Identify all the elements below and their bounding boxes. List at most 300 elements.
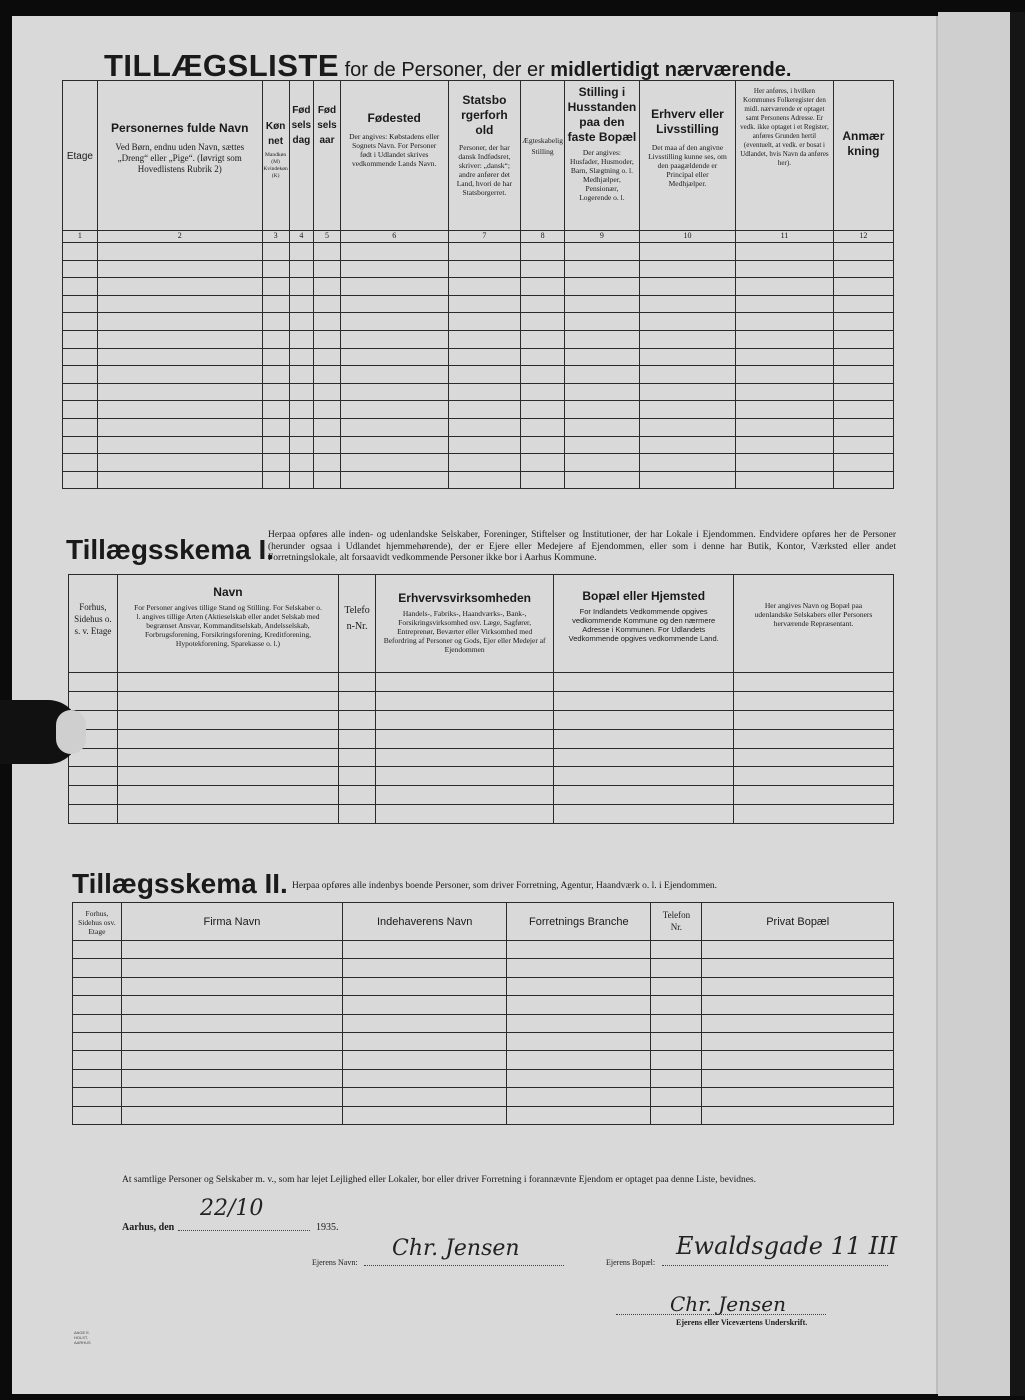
empty-cell [734, 786, 894, 805]
main-table [62, 80, 894, 489]
empty-cell [375, 767, 553, 786]
empty-cell [340, 278, 448, 296]
empty-cell [521, 383, 565, 401]
empty-cell [639, 330, 735, 348]
empty-cell [262, 401, 289, 419]
empty-cell [507, 1069, 651, 1087]
scan-border [1010, 12, 1025, 1396]
empty-cell [121, 1032, 342, 1050]
empty-cell [833, 295, 893, 313]
empty-cell [554, 673, 734, 692]
table-row [69, 805, 894, 824]
empty-cell [121, 977, 342, 995]
empty-cell [262, 418, 289, 436]
attestation-text: At samtlige Personer og Selskaber m. v., som har lejet Lejlighed eller Lokaler, bor eller driver Forretning i forannævnte Ejendom er optaget paa denne Liste, bevidnes. [122, 1175, 756, 1185]
place-label: Aarhus, den [122, 1222, 175, 1233]
empty-cell [448, 278, 521, 296]
empty-cell [507, 977, 651, 995]
empty-cell [289, 418, 314, 436]
empty-cell [63, 454, 98, 472]
empty-cell [448, 295, 521, 313]
empty-cell [289, 313, 314, 331]
empty-cell [340, 348, 448, 366]
empty-cell [639, 278, 735, 296]
empty-cell [564, 348, 639, 366]
s2-col-phone: Telefon Nr. [651, 903, 702, 941]
empty-cell [833, 243, 893, 261]
colnum: 5 [314, 231, 341, 243]
next-page-edge [938, 12, 1010, 1396]
empty-cell [69, 805, 118, 824]
s2-col-etage: Forhus, Sidehus osv. Etage [73, 903, 122, 941]
handwritten-owner-address: Ewaldsgade 11 III [676, 1232, 898, 1260]
empty-cell [702, 941, 894, 959]
empty-cell [507, 1032, 651, 1050]
thumbnail [56, 710, 86, 754]
empty-cell [448, 418, 521, 436]
empty-cell [521, 454, 565, 472]
col-marital: Ægteskabelig Stilling [521, 81, 565, 231]
empty-cell [375, 691, 553, 710]
empty-cell [314, 260, 341, 278]
empty-cell [448, 401, 521, 419]
empty-cell [375, 710, 553, 729]
empty-cell [262, 366, 289, 384]
empty-cell [340, 454, 448, 472]
empty-cell [343, 1069, 507, 1087]
main-title [104, 48, 791, 84]
s1-col-name: Navn For Personer angives tillige Stand og Stilling. For Selskaber o. l. angives tillige Arten (Aktieselskab eller andet Selskab med begrænset Ansvar, Kommanditselskab, Andelsselskab, Forbrugsforening, Forsikringsforening, Kreditforening, Hypotekforening, Sparekasse o. l.) [117, 575, 338, 673]
colnum: 7 [448, 231, 521, 243]
empty-cell [639, 454, 735, 472]
empty-cell [554, 748, 734, 767]
empty-cell [340, 260, 448, 278]
empty-cell [289, 454, 314, 472]
owner-address-label: Ejerens Bopæl: [606, 1258, 656, 1267]
empty-cell [833, 454, 893, 472]
empty-cell [121, 1051, 342, 1069]
table-row [69, 673, 894, 692]
col-remarks: Anmærkning [833, 81, 893, 231]
colnum: 4 [289, 231, 314, 243]
skema2-description: Herpaa opføres alle indenbys boende Personer, som driver Forretning, Agentur, Haandværk o. l. i Ejendommen. [292, 881, 718, 891]
col-etage: Etage [63, 81, 98, 231]
empty-cell [69, 673, 118, 692]
empty-cell [262, 471, 289, 489]
empty-cell [564, 436, 639, 454]
empty-cell [651, 996, 702, 1014]
empty-cell [736, 383, 834, 401]
table-row [73, 977, 894, 995]
col-birthday: Fødselsdag [289, 81, 314, 231]
s2-col-private: Privat Bopæl [702, 903, 894, 941]
empty-cell [117, 673, 338, 692]
empty-cell [314, 418, 341, 436]
empty-cell [339, 691, 376, 710]
table-row [63, 278, 894, 296]
owner-name-line [364, 1265, 564, 1266]
empty-cell [554, 786, 734, 805]
year: 1935. [316, 1222, 339, 1233]
table-row [63, 471, 894, 489]
empty-cell [833, 330, 893, 348]
empty-cell [69, 767, 118, 786]
title-middle: for de Personer, der er [344, 59, 545, 81]
empty-cell [651, 941, 702, 959]
empty-cell [564, 260, 639, 278]
empty-cell [564, 418, 639, 436]
signature-line [616, 1314, 826, 1315]
title-end: midlertidigt nærværende. [550, 59, 792, 81]
col-address: Her anføres, i hvilken Kommunes Folkeregister den midl. nærværende er optaget samt Personens Adresse. Er vedk. ikke optaget i et Register, anføres Grunden hertil (eventuelt, at vedk. er bosat i Udlandet, hvis Navn da anføres her). [736, 81, 834, 231]
empty-cell [63, 348, 98, 366]
empty-cell [564, 330, 639, 348]
empty-cell [117, 805, 338, 824]
empty-cell [375, 748, 553, 767]
empty-cell [554, 691, 734, 710]
empty-cell [702, 1069, 894, 1087]
empty-cell [97, 383, 262, 401]
empty-cell [343, 1051, 507, 1069]
empty-cell [63, 243, 98, 261]
signature-label: Ejerens eller Viceværtens Underskrift. [676, 1318, 808, 1327]
empty-cell [507, 941, 651, 959]
skema1-title: Tillægsskema I. [66, 534, 275, 565]
table-row [69, 786, 894, 805]
col-kon: Kønnet Mandkøn (M) Kvindekøn (K) [262, 81, 289, 231]
empty-cell [734, 729, 894, 748]
empty-cell [734, 767, 894, 786]
empty-cell [262, 278, 289, 296]
empty-cell [73, 1032, 122, 1050]
empty-cell [521, 260, 565, 278]
empty-cell [343, 1088, 507, 1106]
empty-cell [734, 805, 894, 824]
empty-cell [117, 710, 338, 729]
empty-cell [289, 383, 314, 401]
empty-cell [73, 977, 122, 995]
empty-cell [289, 366, 314, 384]
main-entry-rows [63, 243, 894, 489]
empty-cell [117, 767, 338, 786]
col-citizenship: Statsborgerforhold Personer, der har dansk Indfødsret, skriver: „dansk“; andre anfører det Land, hvori de har Statsborgerret. [448, 81, 521, 231]
empty-cell [736, 260, 834, 278]
empty-cell [63, 278, 98, 296]
table-row [73, 1106, 894, 1124]
s1-col-phone: Telefon-Nr. [339, 575, 376, 673]
table-row [69, 691, 894, 710]
colnum: 3 [262, 231, 289, 243]
empty-cell [340, 366, 448, 384]
empty-cell [639, 471, 735, 489]
empty-cell [73, 941, 122, 959]
empty-cell [289, 243, 314, 261]
table-row [63, 295, 894, 313]
empty-cell [375, 729, 553, 748]
empty-cell [521, 418, 565, 436]
empty-cell [507, 1088, 651, 1106]
empty-cell [521, 348, 565, 366]
empty-cell [554, 729, 734, 748]
empty-cell [262, 436, 289, 454]
empty-cell [833, 278, 893, 296]
empty-cell [121, 1106, 342, 1124]
empty-cell [639, 260, 735, 278]
empty-cell [97, 418, 262, 436]
empty-cell [564, 401, 639, 419]
empty-cell [63, 260, 98, 278]
empty-cell [736, 278, 834, 296]
empty-cell [521, 243, 565, 261]
empty-cell [651, 959, 702, 977]
empty-cell [97, 401, 262, 419]
empty-cell [340, 471, 448, 489]
empty-cell [314, 313, 341, 331]
empty-cell [117, 786, 338, 805]
empty-cell [289, 436, 314, 454]
empty-cell [702, 1088, 894, 1106]
empty-cell [639, 366, 735, 384]
empty-cell [117, 748, 338, 767]
s1-col-representative: Her angives Navn og Bopæl paa udenlandske Selskabers eller Personers herværende Repræsentant. [734, 575, 894, 673]
empty-cell [314, 366, 341, 384]
empty-cell [289, 278, 314, 296]
empty-cell [736, 418, 834, 436]
title-bold: TILLÆGSLISTE [104, 48, 340, 83]
empty-cell [63, 471, 98, 489]
empty-cell [63, 383, 98, 401]
empty-cell [736, 313, 834, 331]
empty-cell [73, 1051, 122, 1069]
empty-cell [736, 401, 834, 419]
empty-cell [63, 366, 98, 384]
table-row [73, 959, 894, 977]
col-name: Personernes fulde Navn Ved Børn, endnu uden Navn, sættes „Dreng“ eller „Pige“. (Iøvrigt som Hovedlistens Rubrik 2) [97, 81, 262, 231]
empty-cell [314, 401, 341, 419]
empty-cell [121, 959, 342, 977]
empty-cell [564, 278, 639, 296]
table-row [69, 729, 894, 748]
empty-cell [507, 1051, 651, 1069]
empty-cell [343, 1106, 507, 1124]
empty-cell [289, 348, 314, 366]
empty-cell [639, 295, 735, 313]
empty-cell [314, 278, 341, 296]
empty-cell [833, 401, 893, 419]
empty-cell [97, 454, 262, 472]
empty-cell [97, 436, 262, 454]
empty-cell [702, 1014, 894, 1032]
empty-cell [262, 313, 289, 331]
empty-cell [702, 1032, 894, 1050]
empty-cell [339, 748, 376, 767]
empty-cell [736, 454, 834, 472]
table-row [69, 710, 894, 729]
empty-cell [314, 295, 341, 313]
empty-cell [343, 977, 507, 995]
table-row [63, 436, 894, 454]
handwritten-signature: Chr. Jensen [670, 1292, 786, 1316]
empty-cell [564, 471, 639, 489]
col-household: Stilling i Husstanden paa den faste Bopæl Der angives: Husfader, Husmoder, Barn, Slægtning o. l. Medhjælper, Pensionær, Logerende o. l. [564, 81, 639, 231]
empty-cell [343, 959, 507, 977]
empty-cell [63, 418, 98, 436]
empty-cell [97, 243, 262, 261]
empty-cell [375, 805, 553, 824]
empty-cell [448, 348, 521, 366]
empty-cell [314, 471, 341, 489]
empty-cell [262, 348, 289, 366]
empty-cell [448, 383, 521, 401]
empty-cell [639, 313, 735, 331]
empty-cell [833, 260, 893, 278]
table-row [63, 454, 894, 472]
empty-cell [639, 383, 735, 401]
empty-cell [73, 1014, 122, 1032]
empty-cell [339, 710, 376, 729]
empty-cell [340, 295, 448, 313]
empty-cell [343, 1014, 507, 1032]
empty-cell [339, 786, 376, 805]
table-row [69, 767, 894, 786]
empty-cell [97, 313, 262, 331]
empty-cell [448, 471, 521, 489]
empty-cell [262, 383, 289, 401]
table-row [63, 401, 894, 419]
empty-cell [639, 418, 735, 436]
empty-cell [736, 366, 834, 384]
empty-cell [507, 1014, 651, 1032]
empty-cell [340, 330, 448, 348]
owner-name-label: Ejerens Navn: [312, 1258, 358, 1267]
empty-cell [651, 1032, 702, 1050]
empty-cell [554, 710, 734, 729]
empty-cell [702, 1106, 894, 1124]
table-row [73, 941, 894, 959]
empty-cell [69, 786, 118, 805]
empty-cell [314, 454, 341, 472]
empty-cell [702, 959, 894, 977]
table-row [73, 1032, 894, 1050]
table-row [63, 383, 894, 401]
empty-cell [651, 1069, 702, 1087]
empty-cell [651, 1051, 702, 1069]
s2-col-firm: Firma Navn [121, 903, 342, 941]
empty-cell [73, 1106, 122, 1124]
empty-cell [289, 471, 314, 489]
s2-col-branch: Forretnings Branche [507, 903, 651, 941]
skema2-entry-rows [73, 941, 894, 1125]
empty-cell [554, 805, 734, 824]
empty-cell [262, 295, 289, 313]
empty-cell [73, 1069, 122, 1087]
empty-cell [448, 330, 521, 348]
empty-cell [339, 805, 376, 824]
empty-cell [833, 383, 893, 401]
table-row [63, 366, 894, 384]
empty-cell [262, 330, 289, 348]
empty-cell [833, 418, 893, 436]
empty-cell [833, 313, 893, 331]
empty-cell [736, 436, 834, 454]
empty-cell [734, 691, 894, 710]
empty-cell [97, 330, 262, 348]
empty-cell [651, 977, 702, 995]
empty-cell [734, 673, 894, 692]
empty-cell [521, 295, 565, 313]
col-birthplace: Fødested Der angives: Købstadens eller Sognets Navn. For Personer født i Udlandet skrives vedkommende Lands Navn. [340, 81, 448, 231]
empty-cell [340, 243, 448, 261]
empty-cell [262, 454, 289, 472]
empty-cell [702, 996, 894, 1014]
empty-cell [73, 959, 122, 977]
colnum: 10 [639, 231, 735, 243]
empty-cell [736, 330, 834, 348]
handwritten-date: 22/10 [200, 1196, 264, 1221]
empty-cell [702, 977, 894, 995]
empty-cell [97, 260, 262, 278]
empty-cell [564, 313, 639, 331]
table-row [73, 1014, 894, 1032]
empty-cell [262, 243, 289, 261]
empty-cell [63, 436, 98, 454]
empty-cell [833, 366, 893, 384]
col-occupation: Erhverv eller Livsstilling Det maa af den angivne Livsstilling kunne ses, om den paagældende er Principal eller Medhjælper. [639, 81, 735, 231]
empty-cell [639, 348, 735, 366]
empty-cell [289, 295, 314, 313]
empty-cell [340, 313, 448, 331]
empty-cell [121, 1069, 342, 1087]
empty-cell [702, 1051, 894, 1069]
empty-cell [117, 691, 338, 710]
empty-cell [651, 1106, 702, 1124]
empty-cell [639, 243, 735, 261]
empty-cell [521, 401, 565, 419]
skema1-entry-rows [69, 673, 894, 824]
empty-cell [521, 313, 565, 331]
empty-cell [521, 330, 565, 348]
empty-cell [448, 260, 521, 278]
empty-cell [833, 436, 893, 454]
empty-cell [639, 401, 735, 419]
empty-cell [262, 260, 289, 278]
empty-cell [833, 348, 893, 366]
empty-cell [651, 1014, 702, 1032]
empty-cell [507, 959, 651, 977]
empty-cell [375, 673, 553, 692]
date-line [178, 1230, 310, 1231]
empty-cell [736, 471, 834, 489]
empty-cell [521, 436, 565, 454]
empty-cell [97, 348, 262, 366]
empty-cell [448, 243, 521, 261]
table-row [73, 1051, 894, 1069]
empty-cell [507, 996, 651, 1014]
empty-cell [564, 454, 639, 472]
empty-cell [651, 1088, 702, 1106]
empty-cell [340, 418, 448, 436]
empty-cell [63, 401, 98, 419]
table-row [63, 418, 894, 436]
empty-cell [736, 295, 834, 313]
empty-cell [314, 348, 341, 366]
empty-cell [448, 454, 521, 472]
empty-cell [121, 1014, 342, 1032]
empty-cell [117, 729, 338, 748]
empty-cell [564, 295, 639, 313]
empty-cell [736, 348, 834, 366]
empty-cell [73, 996, 122, 1014]
